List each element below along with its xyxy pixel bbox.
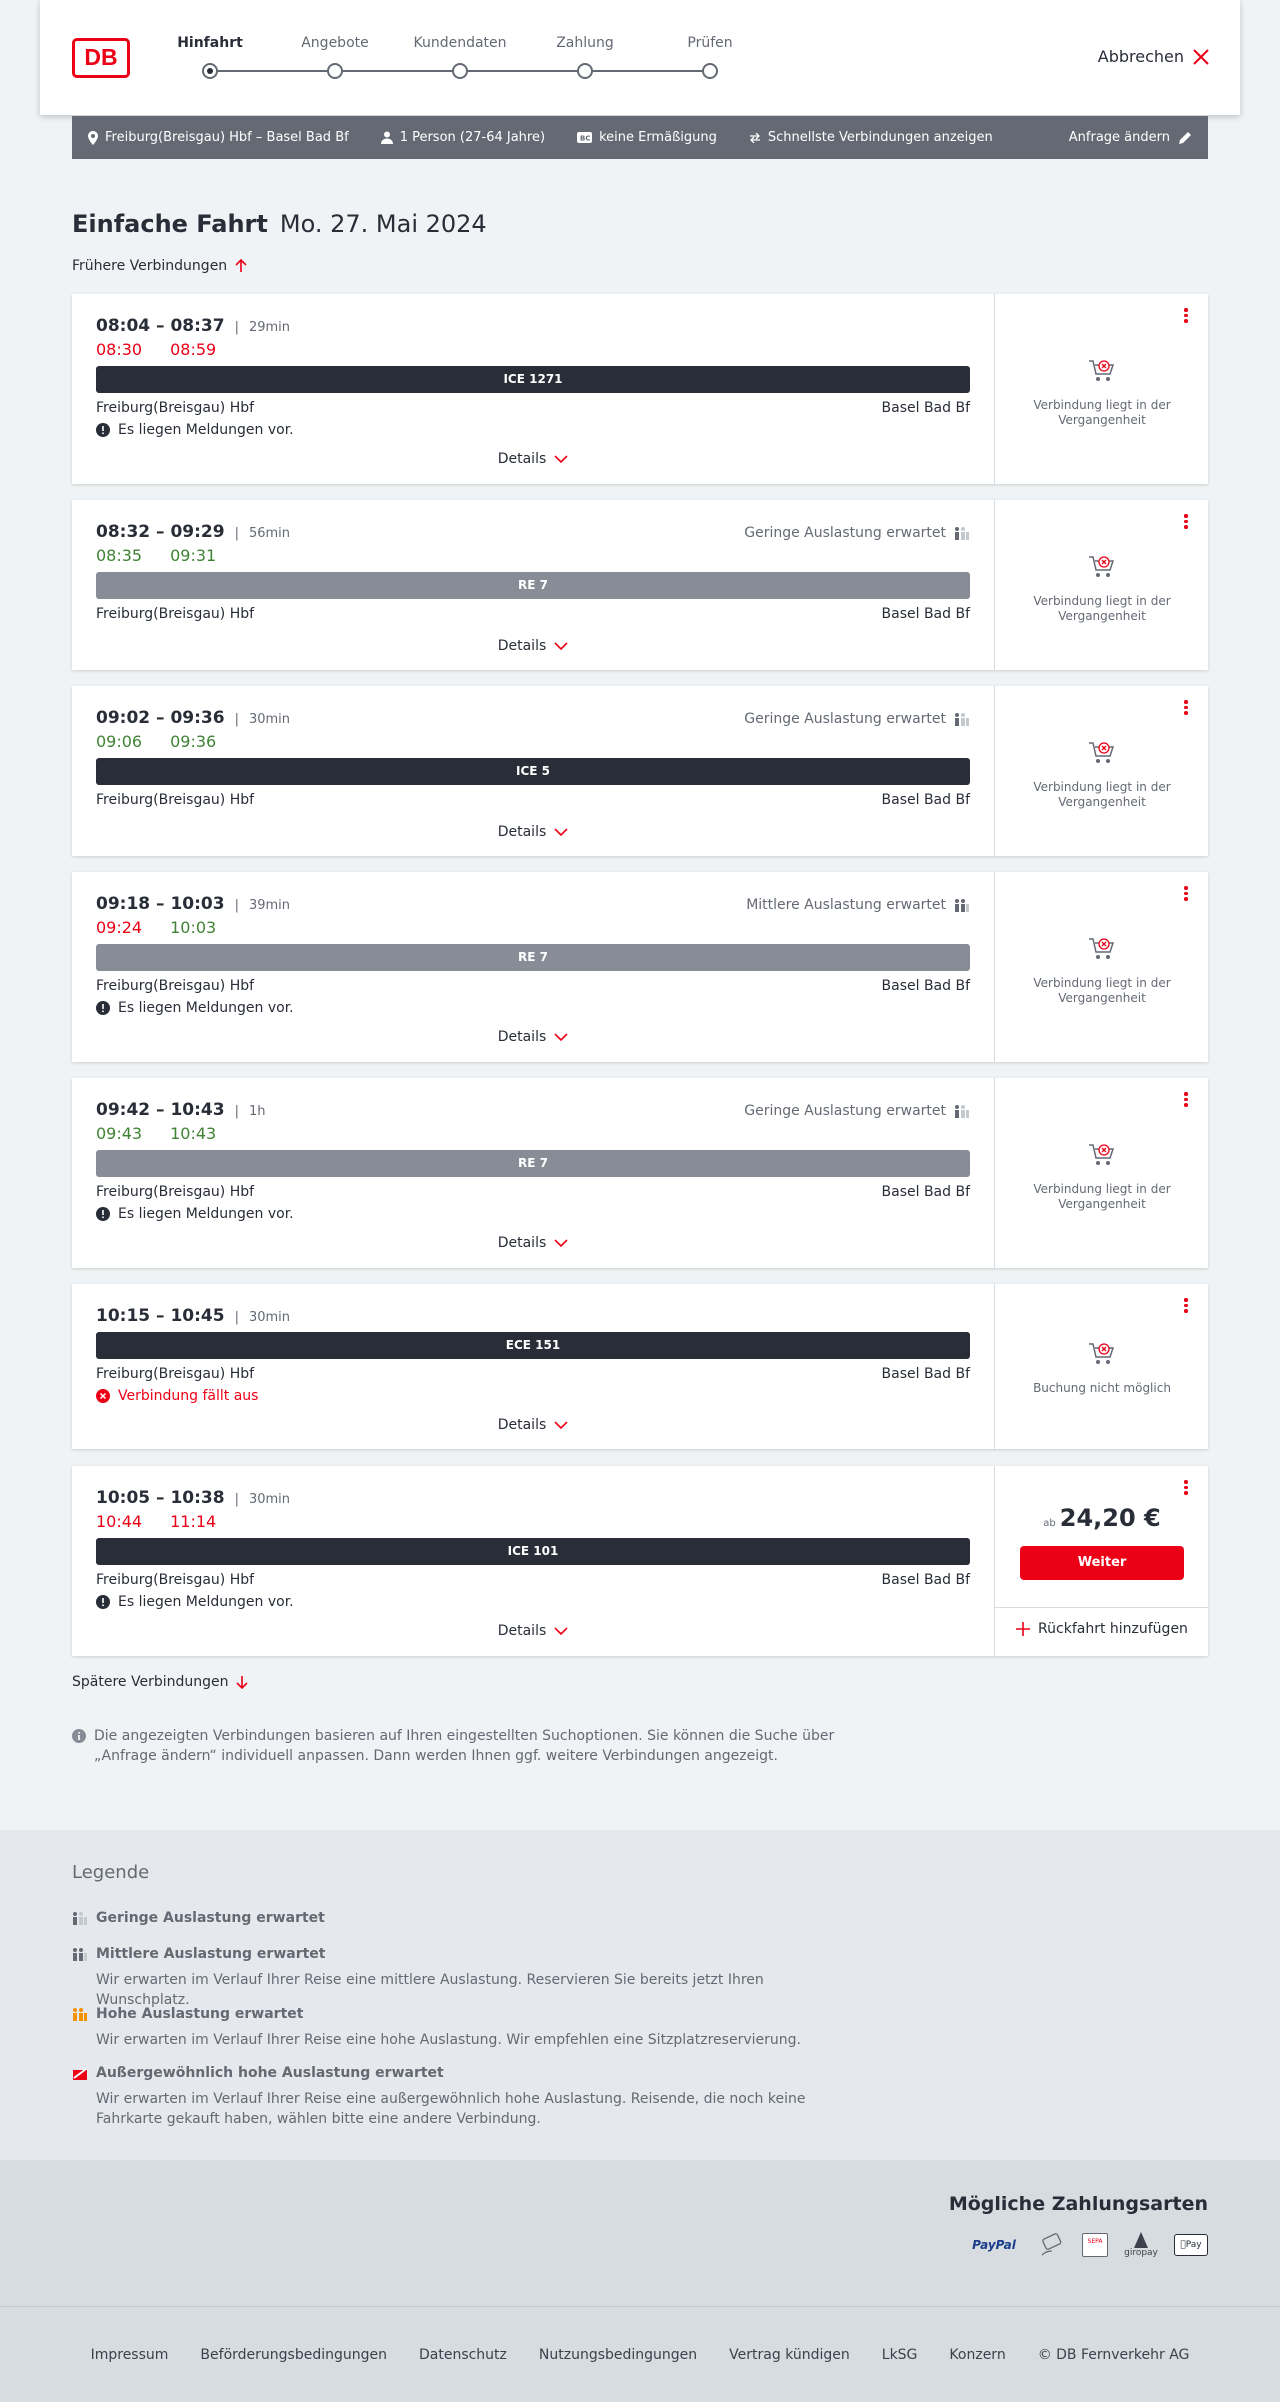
booking-status — [995, 740, 1209, 810]
page-title — [72, 210, 487, 238]
realtime-times — [96, 1512, 216, 1531]
connection-card[interactable] — [72, 1078, 1208, 1268]
earlier-connections-link[interactable] — [72, 258, 247, 274]
destination-station: Basel Bad Bf — [881, 400, 970, 416]
origin-station: Freiburg(Breisgau) Hbf — [96, 1184, 255, 1200]
more-options-icon[interactable] — [1178, 514, 1194, 534]
price-prefix: ab — [1043, 1518, 1056, 1529]
realtime-departure: 08:30 — [96, 340, 143, 359]
later-connections-link[interactable] — [72, 1674, 248, 1690]
realtime-times — [96, 918, 216, 937]
earlier-connections-label: Frühere Verbindungen — [72, 258, 228, 274]
origin-station: Freiburg(Breisgau) Hbf — [96, 1572, 255, 1588]
scheduled-times — [96, 894, 290, 914]
legend-label: Hohe Auslastung erwartet — [96, 2006, 304, 2022]
exclamation-icon — [96, 1207, 110, 1221]
details-label: Details — [497, 1029, 547, 1045]
cart-unavailable-icon — [1088, 936, 1116, 962]
origin-station: Freiburg(Breisgau) Hbf — [96, 792, 255, 808]
chevron-down-icon — [554, 455, 568, 463]
schedule-text: 08:32 – 09:29 — [96, 522, 225, 542]
connection-card[interactable] — [72, 500, 1208, 670]
pencil-icon — [1178, 131, 1192, 145]
destination-station: Basel Bad Bf — [881, 978, 970, 994]
scheduled-times — [96, 708, 290, 728]
legend-description: Wir erwarten im Verlauf Ihrer Reise eine außergewöhnlich hohe Auslastung. Reisende, die noch keine Fahrkarte gekauft haben, wählen bitte eine andere Verbindung. — [96, 2091, 806, 2127]
notice-message — [96, 1594, 294, 1610]
later-connections-label: Spätere Verbindungen — [72, 1674, 229, 1690]
notice-text: Es liegen Meldungen vor. — [118, 422, 294, 438]
train-bar: RE 7 — [96, 1150, 970, 1177]
info-text: Die angezeigten Verbindungen basieren auf Ihren eingestellten Suchoptionen. Sie können die Suche über „Anfrage ändern“ individuell anpassen. Dann werden Ihnen ggf. weitere Verbindungen angezeigt. — [94, 1728, 835, 1764]
cancellation-text: Verbindung fällt aus — [118, 1388, 259, 1404]
cancelled-icon — [96, 1389, 110, 1403]
connection-card[interactable] — [72, 1466, 1208, 1656]
travel-date: Mo. 27. Mai 2024 — [279, 210, 487, 238]
booking-panel — [994, 1284, 1208, 1449]
train-bar: ICE 101 — [96, 1538, 970, 1565]
realtime-departure: 08:35 — [96, 546, 143, 565]
more-options-icon[interactable] — [1178, 1298, 1194, 1318]
apple-pay-label: Pay — [1183, 2240, 1199, 2250]
realtime-times — [96, 732, 216, 751]
scheduled-times — [96, 1488, 290, 1508]
occupancy-low-icon — [954, 712, 970, 726]
connection-card[interactable] — [72, 1284, 1208, 1449]
location-pin-icon — [88, 131, 98, 145]
train-bar: RE 7 — [96, 944, 970, 971]
connection-card[interactable] — [72, 686, 1208, 856]
occupancy-low-icon — [954, 1104, 970, 1118]
notice-message — [96, 422, 294, 438]
destination-station: Basel Bad Bf — [881, 1366, 970, 1382]
cancel-button[interactable] — [1098, 47, 1210, 66]
edit-query-label: Anfrage ändern — [1068, 130, 1170, 145]
arrow-down-icon — [236, 1675, 248, 1689]
booking-panel — [994, 1078, 1208, 1268]
schedule-text: 08:04 – 08:37 — [96, 316, 225, 336]
scheduled-times — [96, 1306, 290, 1326]
more-options-icon[interactable] — [1178, 1092, 1194, 1112]
step-dot-kundendaten — [452, 63, 468, 79]
fastest-option — [749, 130, 993, 145]
legend-description: Wir erwarten im Verlauf Ihrer Reise eine hohe Auslastung. Wir empfehlen eine Sitzplatzreservierung. — [96, 2032, 801, 2048]
legend-label: Mittlere Auslastung erwartet — [96, 1946, 326, 1962]
apple-pay-icon — [1174, 2234, 1208, 2256]
realtime-arrival: 08:59 — [170, 340, 217, 359]
occupancy-indicator — [592, 711, 970, 727]
origin-station: Freiburg(Breisgau) Hbf — [96, 606, 255, 622]
booking-status-text: Verbindung liegt in der Vergangenheit — [1033, 976, 1171, 1005]
booking-panel — [994, 686, 1208, 856]
info-icon — [72, 1729, 86, 1743]
duration: | 1h — [235, 1104, 266, 1119]
step-dot-angebote — [327, 63, 343, 79]
edit-query-button[interactable] — [1069, 130, 1192, 145]
scheduled-times — [96, 522, 290, 542]
occupancy-text: Geringe Auslastung erwartet — [744, 711, 946, 727]
footer-link-nutzungsbedingungen[interactable]: Nutzungsbedingungen — [538, 2346, 698, 2363]
route-summary — [88, 130, 349, 145]
exclamation-icon — [96, 1595, 110, 1609]
duration: | 39min — [235, 898, 290, 913]
occupancy-indicator — [592, 525, 970, 541]
duration: | 30min — [235, 1310, 290, 1325]
origin-station: Freiburg(Breisgau) Hbf — [96, 978, 255, 994]
step-dot-zahlung — [577, 63, 593, 79]
occupancy-text: Geringe Auslastung erwartet — [744, 1103, 946, 1119]
add-return-trip-label: Rückfahrt hinzufügen — [1038, 1621, 1188, 1637]
occupancy-medium-icon — [954, 898, 970, 912]
booking-status — [995, 554, 1209, 624]
payment-title: Mögliche Zahlungsarten — [948, 2193, 1208, 2215]
cart-unavailable-icon — [1088, 554, 1116, 580]
bahncard-icon — [577, 132, 592, 143]
booking-status — [995, 358, 1209, 428]
fastest-text: Schnellste Verbindungen anzeigen — [767, 130, 993, 145]
details-label: Details — [497, 1623, 547, 1639]
details-label: Details — [497, 451, 547, 467]
chevron-down-icon — [554, 1627, 568, 1635]
occupancy-high-icon — [72, 2007, 88, 2021]
price-display — [995, 1504, 1209, 1532]
close-icon — [1192, 48, 1210, 66]
schedule-text: 10:15 – 10:45 — [96, 1306, 225, 1326]
chevron-down-icon — [554, 1239, 568, 1247]
progress-header — [40, 0, 1240, 115]
legend-item — [72, 2006, 836, 2050]
footer-link-impressum[interactable]: Impressum — [90, 2346, 169, 2363]
more-options-icon[interactable] — [1178, 886, 1194, 906]
occupancy-indicator — [592, 897, 970, 913]
legend-item — [72, 1910, 325, 1926]
chevron-down-icon — [554, 1421, 568, 1429]
step-label-hinfahrt: Hinfahrt — [177, 35, 243, 51]
chevron-down-icon — [554, 828, 568, 836]
paypal-icon — [964, 2238, 1024, 2252]
more-options-icon[interactable] — [1178, 308, 1194, 328]
paypal-label: PayPal — [972, 2238, 1016, 2252]
giropay-icon — [1124, 2232, 1158, 2258]
legend-label: Außergewöhnlich hohe Auslastung erwartet — [96, 2065, 444, 2081]
occupancy-low-icon — [72, 1911, 88, 1925]
duration: | 30min — [235, 1492, 290, 1507]
booking-panel — [994, 1466, 1208, 1656]
cart-unavailable-icon — [1088, 358, 1116, 384]
occupancy-text: Mittlere Auslastung erwartet — [746, 897, 946, 913]
destination-station: Basel Bad Bf — [881, 1184, 970, 1200]
credit-card-icon — [1040, 2233, 1066, 2257]
notice-text: Es liegen Meldungen vor. — [118, 1206, 294, 1222]
payment-methods — [964, 2232, 1208, 2258]
details-toggle[interactable] — [96, 1417, 970, 1433]
destination-station: Basel Bad Bf — [881, 792, 970, 808]
notice-text: Es liegen Meldungen vor. — [118, 1594, 294, 1610]
connection-card[interactable] — [72, 872, 1208, 1062]
scheduled-times — [96, 1100, 265, 1120]
more-options-icon[interactable] — [1178, 700, 1194, 720]
realtime-arrival: 09:36 — [170, 732, 217, 751]
footer-links — [0, 2306, 1280, 2402]
booking-status-text: Verbindung liegt in der Vergangenheit — [1033, 780, 1171, 809]
occupancy-low-icon — [954, 526, 970, 540]
step-label-angebote: Angebote — [301, 35, 369, 51]
more-options-icon[interactable] — [1178, 1480, 1194, 1500]
query-summary-bar — [72, 116, 1208, 159]
occupancy-text: Geringe Auslastung erwartet — [744, 525, 946, 541]
booking-status-text: Buchung nicht möglich — [1033, 1381, 1171, 1395]
cart-unavailable-icon — [1088, 1142, 1116, 1168]
booking-status-text: Verbindung liegt in der Vergangenheit — [1033, 594, 1171, 623]
details-toggle[interactable] — [96, 1235, 970, 1251]
footer-copyright: © DB Fernverkehr AG — [1037, 2346, 1190, 2363]
details-label: Details — [497, 1235, 547, 1251]
realtime-departure: 09:06 — [96, 732, 143, 751]
realtime-arrival: 10:43 — [170, 1124, 217, 1143]
route-text: Freiburg(Breisgau) Hbf – Basel Bad Bf — [105, 130, 349, 145]
cancel-label: Abbrechen — [1097, 47, 1184, 66]
booking-status — [995, 1341, 1209, 1396]
occupancy-indicator — [592, 1103, 970, 1119]
details-toggle[interactable] — [96, 824, 970, 840]
legend-description: Wir erwarten im Verlauf Ihrer Reise eine mittlere Auslastung. Reservieren Sie bereits jetzt Ihren Wunschplatz. — [96, 1972, 764, 2008]
trip-type-title: Einfache Fahrt — [72, 210, 268, 238]
discount-text: keine Ermäßigung — [599, 130, 717, 145]
realtime-arrival: 11:14 — [170, 1512, 217, 1531]
sepa-icon — [1082, 2233, 1108, 2257]
cart-unavailable-icon — [1088, 740, 1116, 766]
duration: | 29min — [235, 320, 290, 335]
step-label-zahlung: Zahlung — [556, 35, 614, 51]
plus-icon — [1016, 1622, 1030, 1636]
chevron-down-icon — [554, 642, 568, 650]
footer-link-lksg[interactable]: LkSG — [881, 2346, 918, 2363]
origin-station: Freiburg(Breisgau) Hbf — [96, 1366, 255, 1382]
step-dot-pruefen — [702, 63, 718, 79]
occupancy-extreme-icon — [72, 2066, 88, 2080]
legend-label: Geringe Auslastung erwartet — [96, 1910, 325, 1926]
cancellation-message — [96, 1388, 258, 1404]
connection-card[interactable] — [72, 294, 1208, 484]
footer-link-datenschutz[interactable]: Datenschutz — [418, 2346, 507, 2363]
schedule-text: 10:05 – 10:38 — [96, 1488, 225, 1508]
destination-station: Basel Bad Bf — [881, 1572, 970, 1588]
chevron-down-icon — [554, 1033, 568, 1041]
destination-station: Basel Bad Bf — [881, 606, 970, 622]
schedule-text: 09:02 – 09:36 — [96, 708, 225, 728]
realtime-arrival: 10:03 — [170, 918, 217, 937]
cart-unavailable-icon — [1088, 1341, 1116, 1367]
discount-summary — [577, 130, 717, 145]
price-amount: 24,20 € — [1059, 1504, 1161, 1532]
train-bar: ICE 1271 — [96, 366, 970, 393]
exclamation-icon — [96, 423, 110, 437]
realtime-departure: 09:43 — [96, 1124, 143, 1143]
train-bar: RE 7 — [96, 572, 970, 599]
db-logo[interactable]: DB — [72, 38, 130, 78]
footer-link-konzern[interactable]: Konzern — [949, 2346, 1006, 2363]
details-toggle[interactable] — [96, 638, 970, 654]
details-toggle[interactable] — [96, 1029, 970, 1045]
duration: | 56min — [235, 526, 290, 541]
exclamation-icon — [96, 1001, 110, 1015]
booking-status-text: Verbindung liegt in der Vergangenheit — [1033, 398, 1171, 427]
booking-panel — [994, 294, 1208, 484]
details-label: Details — [497, 638, 547, 654]
step-label-kundendaten: Kundendaten — [413, 35, 507, 51]
divider — [995, 1607, 1208, 1608]
scheduled-times — [96, 316, 290, 336]
train-bar: ECE 151 — [96, 1332, 970, 1359]
legend-heading: Legende — [72, 1862, 150, 1883]
booking-status-text: Verbindung liegt in der Vergangenheit — [1033, 1182, 1171, 1211]
details-label: Details — [497, 1417, 547, 1433]
legend-item — [72, 2065, 836, 2129]
person-icon — [381, 131, 393, 144]
details-label: Details — [497, 824, 547, 840]
giropay-label: giropay — [1124, 2248, 1158, 2258]
notice-text: Es liegen Meldungen vor. — [118, 1000, 294, 1016]
add-return-trip-button[interactable] — [995, 1621, 1209, 1637]
schedule-text: 09:42 – 10:43 — [96, 1100, 225, 1120]
occupancy-medium-icon — [72, 1947, 88, 1961]
arrow-up-icon — [235, 259, 247, 273]
train-bar: ICE 5 — [96, 758, 970, 785]
details-toggle[interactable] — [96, 1623, 970, 1639]
realtime-departure: 10:44 — [96, 1512, 143, 1531]
footer-link-vertrag-kuendigen[interactable]: Vertrag kündigen — [729, 2346, 850, 2363]
realtime-arrival: 09:31 — [170, 546, 217, 565]
info-note — [72, 1726, 852, 1766]
realtime-times — [96, 340, 216, 359]
notice-message — [96, 1206, 294, 1222]
realtime-departure: 09:24 — [96, 918, 143, 937]
footer-link-befoerderungsbedingungen[interactable]: Beförderungsbedingungen — [200, 2346, 387, 2363]
continue-button[interactable]: Weiter — [1020, 1546, 1184, 1580]
notice-message — [96, 1000, 294, 1016]
step-dot-hinfahrt — [202, 63, 218, 79]
swap-arrows-icon — [749, 133, 761, 143]
booking-panel — [994, 500, 1208, 670]
persons-summary — [381, 130, 545, 145]
booking-panel — [994, 872, 1208, 1062]
schedule-text: 09:18 – 10:03 — [96, 894, 225, 914]
step-label-pruefen: Prüfen — [687, 35, 733, 51]
origin-station: Freiburg(Breisgau) Hbf — [96, 400, 255, 416]
booking-status — [995, 1142, 1209, 1212]
realtime-times — [96, 546, 216, 565]
realtime-times — [96, 1124, 216, 1143]
booking-status — [995, 936, 1209, 1006]
sepa-label: SEPA — [1087, 2238, 1103, 2245]
persons-text: 1 Person (27-64 Jahre) — [399, 130, 546, 145]
legend-item — [72, 1946, 836, 2010]
duration: | 30min — [235, 712, 290, 727]
details-toggle[interactable] — [96, 451, 970, 467]
svg-text:BC: BC — [580, 134, 591, 143]
legend-title — [72, 1862, 149, 1883]
